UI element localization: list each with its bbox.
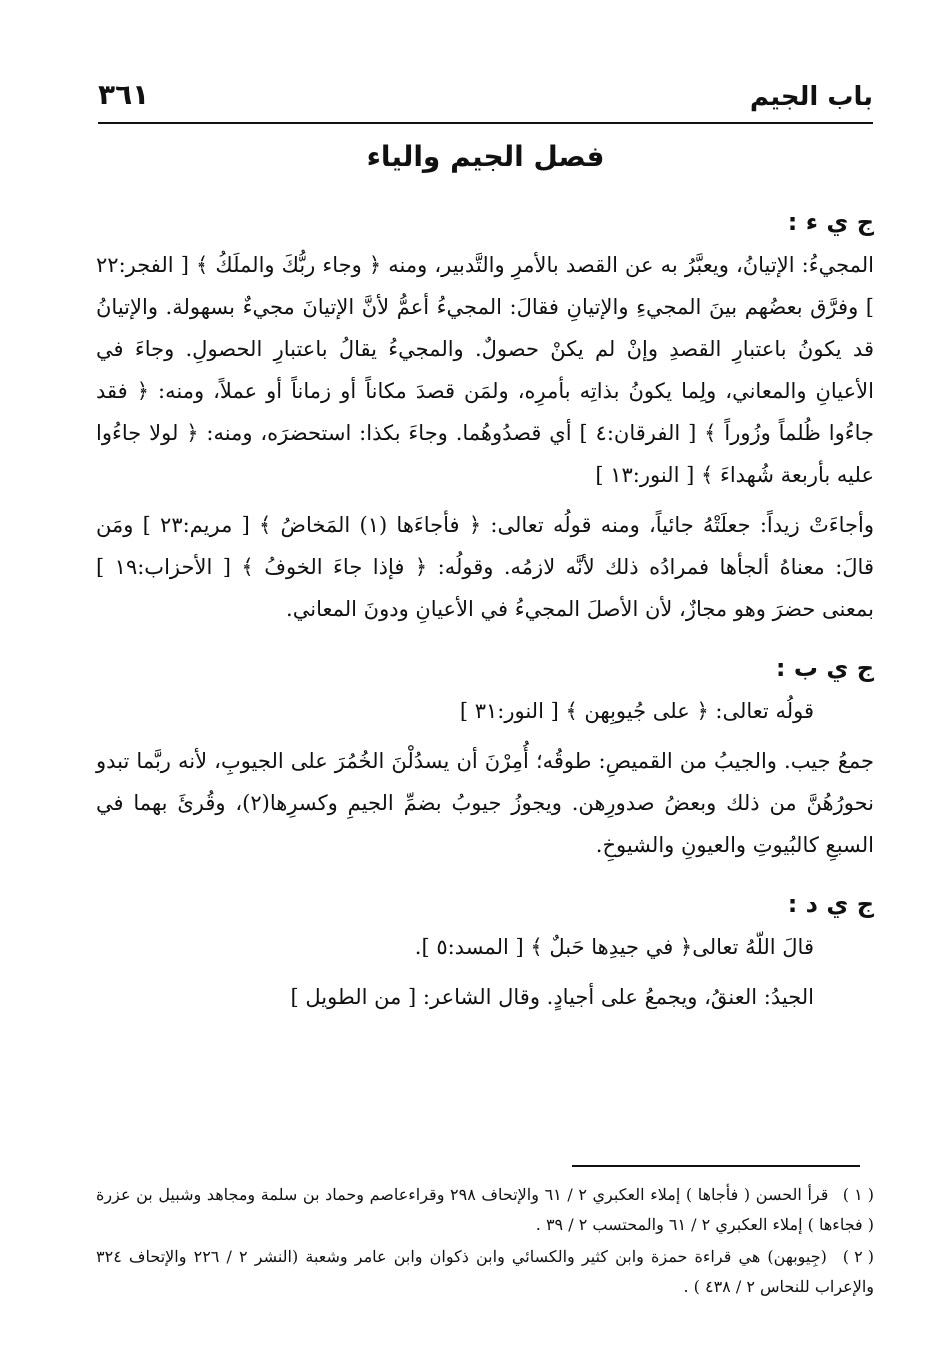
chapter-title: باب الجيم [749,82,873,112]
root-heading: ج ي ء : [787,208,874,236]
footnote-text: (جِيوبهن) هي قراءة حمزة وابن كثير والكسائي وابن ذكوان وابن عامر وشعبة (النشر ٢ / ٢٢٦ والإتحاف ٣٢٤ والإعراب للنحاس ٢ / ٤٣٨ ) . [96,1247,874,1296]
running-header [98,70,873,120]
footnote-number: ( ١ ) [842,1185,875,1204]
paragraph: وأجاءَتْ زيداً: جعلَتْهُ جائياً، ومنه قولُه تعالى: ﴿ فأجاءَها (١) المَخاضُ ﴾ [ مريم:٢٣ ] ومَن قالَ: معناهُ ألجأها فمرادُه ذلك لأنَّه لازمُه. وقولُه: ﴿ فإذا جاءَ الخوفُ ﴾ [ الأحزاب:١٩ ] بمعنى حضرَ وهو مجازٌ، لأن الأصلَ المجيءُ في الأعيانِ ودونَ المعاني. [96,513,874,621]
footnotes [96,1180,874,1304]
entry-jyʾ [96,200,874,630]
root-heading: ج ي ب : [775,654,874,682]
footnote [96,1180,874,1240]
quran-quote: قولُه تعالى: ﴿ على جُيوبِهن ﴾ [ النور:٣١ ] [459,699,814,723]
entry-jyd [96,882,874,1018]
page-number: ٣٦١ [98,78,150,111]
main-text [96,200,874,1018]
root-heading: ج ي د : [787,890,874,918]
section-title: فصل الجيم والياء [366,140,605,173]
footnote-text: قرأ الحسن ( فأجاها ) إملاء العكبري ٢ / ٦١ والإتحاف ٢٩٨ وقراءعاصم وحماد بن سلمة ومجاهد وشبيل بن عزرة ( فجاءها ) إملاء العكبري ٢ / ٦١ والمحتسب ٢ / ٣٩ . [96,1185,874,1234]
footnote [96,1242,874,1302]
quran-quote: قالَ اللّهُ تعالى﴿ في جيدِها حَبلٌ ﴾ [ المسد:٥ ]. [414,935,814,959]
paragraph: الجيدُ: العنقُ، ويجمعُ على أجيادٍ. وقال الشاعر: [ من الطويل ] [290,985,814,1009]
footnote-number: ( ٢ ) [842,1247,875,1266]
entry-jyb [96,646,874,866]
paragraph: المجيءُ: الإتيانُ، ويعبَّرُ به عن القصد بالأمرِ والتَّدبير، ومنه ﴿ وجاء ربُّكَ والملَكُ ﴾ [ الفجر:٢٢ ] وفرَّق بعضُهم بينَ المجيءِ والإتيانِ فقالَ: المجيءُ أعمُّ لأنَّ الإتيانَ مجيءٌ بسهولة. والإتيانُ قد يكونُ باعتبارِ القصدِ وإنْ لم يكنْ حصولٌ. والمجيءُ يقالُ باعتبارِ الحصولِ. وجاءَ في الأعيانِ والمعاني، ولِما يكونُ بذاتِه بأمرِه، ولمَن قصدَ مكاناً أو زماناً أو عملاً، ومنه: ﴿ فقد جاءُوا ظُلماً وزُوراً ﴾ [ الفرقان:٤ ] أي قصدُوهُما. وجاءَ بكذا: استحضرَه، ومنه: ﴿ لولا جاءُوا عليه بأربعة شُهداءَ ﴾ [ النور:١٣ ] [96,253,874,487]
footnote-divider [572,1165,860,1167]
header-divider [98,122,873,124]
paragraph: جمعُ جيب. والجيبُ من القميصِ: طوقُه؛ أُمِرْنَ أن يسدُلْنَ الخُمُرَ على الجيوبِ، لأنه ربَّما تبدو نحورُهُنَّ من ذلك وبعضُ صدورِهن. ويجوزُ جيوبُ بضمِّ الجيمِ وكسرِها(٢)، وقُرئَ بهما في السبعِ كالبُيوتِ والعيونِ والشيوخِ. [96,749,874,857]
